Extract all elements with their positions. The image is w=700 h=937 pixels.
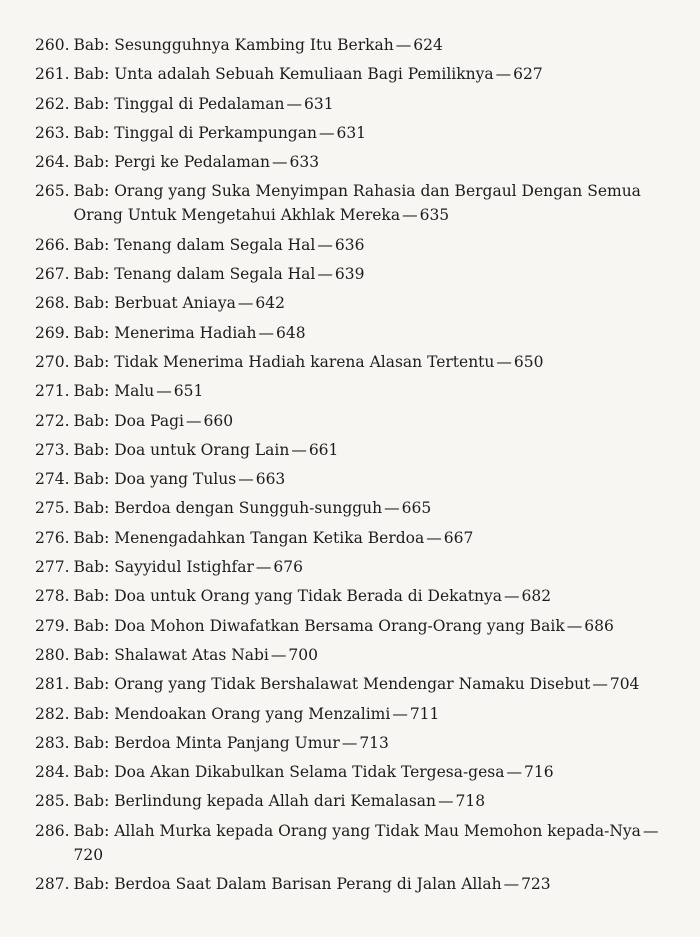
entry-page: 676 (273, 558, 303, 577)
entry-page: 663 (255, 470, 286, 489)
entry-page: 704 (609, 675, 640, 694)
entry-separator: — (258, 323, 275, 342)
entry-separator: — (156, 382, 172, 401)
entry-body (74, 819, 680, 867)
entry-page: 713 (359, 733, 389, 752)
entry-page: 686 (584, 616, 614, 635)
entry-page: 700 (288, 645, 318, 664)
entry-separator: — (291, 440, 307, 459)
entry-separator: — (318, 123, 335, 142)
entry-number: 269. (35, 323, 70, 342)
entry-page: 667 (443, 528, 474, 547)
entry-page: 648 (276, 323, 306, 342)
toc-entry-261 (35, 62, 680, 86)
entry-page: 631 (336, 123, 367, 142)
entry-page: 635 (419, 206, 450, 225)
entry-number: 266. (35, 235, 70, 254)
entry-separator: — (496, 352, 512, 371)
entry-title: Bab: Unta adalah Sebuah Kemuliaan Bagi Pemiliknya (73, 65, 494, 84)
entry-page: 633 (289, 153, 320, 172)
entry-title: Bab: Tidak Menerima Hadiah karena Alasan Tertentu (73, 352, 495, 371)
entry-separator: — (237, 294, 254, 313)
toc-entry-267 (35, 262, 680, 286)
entry-title: Bab: Tinggal di Pedalaman (73, 94, 285, 113)
toc-entry-271 (35, 379, 680, 403)
entry-number: 270. (35, 352, 70, 371)
entry-number: 277. (35, 558, 70, 577)
entry-number: 268. (35, 294, 70, 313)
entry-page: 642 (255, 294, 285, 313)
toc-entry-280 (35, 643, 680, 667)
entry-number: 276. (35, 528, 70, 547)
entry-page: 651 (173, 382, 204, 401)
entry-separator: — (286, 94, 302, 113)
entry-page: 720 (73, 845, 104, 864)
entry-separator: — (255, 558, 272, 577)
entry-title: Bab: Doa Akan Dikabulkan Selama Tidak Tergesa-gesa (73, 763, 505, 782)
entry-separator: — (503, 875, 520, 894)
entry-page: 716 (523, 763, 554, 782)
entry-separator: — (402, 206, 418, 225)
entry-separator: — (438, 792, 454, 811)
entry-number: 271. (35, 382, 70, 401)
entry-title: Bab: Doa Mohon Diwafatkan Bersama Orang-Orang yang Baik (73, 616, 565, 635)
entry-number: 278. (35, 587, 70, 606)
entry-separator: — (566, 616, 583, 635)
entry-title: Bab: Doa Pagi (73, 411, 184, 430)
entry-title: Bab: Shalawat Atas Nabi (73, 645, 269, 664)
entry-title: Bab: Tenang dalam Segala Hal (73, 265, 316, 284)
entry-number: 275. (35, 499, 70, 518)
entry-page: 650 (513, 352, 544, 371)
entry-title: Bab: Berdoa Minta Panjang Umur (73, 733, 340, 752)
toc-entry-272 (35, 409, 680, 433)
toc-entry-270 (35, 350, 680, 374)
toc-entry-262 (35, 92, 680, 116)
entry-number: 263. (35, 123, 70, 142)
toc-entry-274 (35, 467, 680, 491)
entry-title: Bab: Menerima Hadiah (73, 323, 257, 342)
entry-page: 665 (401, 499, 432, 518)
entry-separator: — (426, 528, 442, 547)
entry-separator: — (495, 65, 512, 84)
toc-entry-260 (35, 33, 680, 57)
entry-title: Bab: Tinggal di Perkampungan (73, 123, 317, 142)
toc-entry-277 (35, 555, 680, 579)
entry-number: 284. (35, 763, 70, 782)
entry-number: 261. (35, 65, 70, 84)
entry-title: Bab: Allah Murka kepada Orang yang Tidak Mau Memohon kepada-Nya (73, 821, 641, 840)
entry-page: 661 (308, 440, 339, 459)
entry-title: Bab: Doa untuk Orang Lain (73, 440, 290, 459)
entry-number: 280. (35, 645, 70, 664)
entry-number: 281. (35, 675, 70, 694)
entry-title: Bab: Mendoakan Orang yang Menzalimi (73, 704, 391, 723)
entry-title: Bab: Doa untuk Orang yang Tidak Berada di Dekatnya (73, 587, 502, 606)
entry-separator: — (272, 153, 288, 172)
toc-entry-279 (35, 614, 680, 638)
entry-page: 627 (513, 65, 543, 84)
entry-number: 273. (35, 440, 70, 459)
toc-entry-273 (35, 438, 680, 462)
entry-number: 272. (35, 411, 70, 430)
toc-entry-278 (35, 584, 680, 608)
toc-entry-284 (35, 760, 680, 784)
toc-entry-285 (35, 789, 680, 813)
entry-number: 262. (35, 94, 70, 113)
toc-entry-269 (35, 321, 680, 345)
entry-page: 711 (409, 704, 440, 723)
entry-number: 265. (35, 182, 70, 201)
entry-title: Bab: Berdoa Saat Dalam Barisan Perang di Jalan Allah (73, 875, 502, 894)
entry-separator: — (504, 587, 520, 606)
entry-page: 631 (303, 94, 334, 113)
toc-entry-268 (35, 291, 680, 315)
entry-separator: — (642, 821, 659, 840)
entry-number: 274. (35, 470, 70, 489)
toc-entry-275 (35, 496, 680, 520)
toc-entry-282 (35, 702, 680, 726)
entry-title: Bab: Tenang dalam Segala Hal (73, 235, 316, 254)
entry-title: Bab: Orang yang Suka Menyimpan Rahasia dan Bergaul Dengan Semua Orang Untuk Mengetahui Akhlak Mereka (73, 182, 641, 225)
toc-entry-286 (35, 819, 680, 867)
entry-separator: — (392, 704, 408, 723)
entry-page: 723 (521, 875, 551, 894)
entry-number: 267. (35, 265, 70, 284)
entry-title: Bab: Berbuat Aniaya (73, 294, 236, 313)
entry-title: Bab: Berlindung kepada Allah dari Kemalasan (73, 792, 437, 811)
entry-separator: — (592, 675, 608, 694)
entry-body (74, 179, 680, 227)
entry-title: Bab: Sesungguhnya Kambing Itu Berkah (73, 36, 394, 54)
toc-entry-264 (35, 150, 680, 174)
entry-page: 639 (334, 265, 365, 284)
entry-title: Bab: Sayyidul Istighfar (73, 558, 254, 577)
toc-entry-263 (35, 121, 680, 145)
entry-separator: — (506, 763, 522, 782)
toc-entry-281 (35, 672, 680, 696)
entry-title: Bab: Pergi ke Pedalaman (73, 153, 271, 172)
entry-separator: — (395, 36, 412, 54)
entry-separator: — (270, 645, 287, 664)
entry-number: 260. (35, 36, 70, 54)
entry-separator: — (384, 499, 400, 518)
entry-number: 286. (35, 821, 70, 840)
entry-number: 285. (35, 792, 70, 811)
entry-page: 660 (203, 411, 234, 430)
entry-separator: — (186, 411, 202, 430)
entry-title: Bab: Orang yang Tidak Bershalawat Mendengar Namaku Disebut (73, 675, 591, 694)
toc-entry-283 (35, 731, 680, 755)
entry-number: 283. (35, 733, 70, 752)
entry-title: Bab: Malu (73, 382, 155, 401)
entry-page: 636 (334, 235, 365, 254)
toc-entry-276 (35, 526, 680, 550)
entry-number: 282. (35, 704, 70, 723)
entry-title: Bab: Berdoa dengan Sungguh-sungguh (73, 499, 383, 518)
entry-separator: — (341, 733, 358, 752)
entry-separator: — (238, 470, 254, 489)
entry-number: 264. (35, 153, 70, 172)
toc-entry-266 (35, 233, 680, 257)
entry-separator: — (317, 265, 333, 284)
entry-page: 718 (455, 792, 486, 811)
toc-list (35, 33, 680, 896)
entry-number: 279. (35, 616, 70, 635)
entry-title: Bab: Menengadahkan Tangan Ketika Berdoa (73, 528, 425, 547)
entry-number: 287. (35, 875, 70, 894)
toc-entry-265 (35, 179, 680, 227)
entry-title: Bab: Doa yang Tulus (73, 470, 237, 489)
entry-page: 682 (521, 587, 552, 606)
toc-entry-287 (35, 872, 680, 896)
entry-separator: — (317, 235, 333, 254)
entry-page: 624 (413, 36, 443, 54)
